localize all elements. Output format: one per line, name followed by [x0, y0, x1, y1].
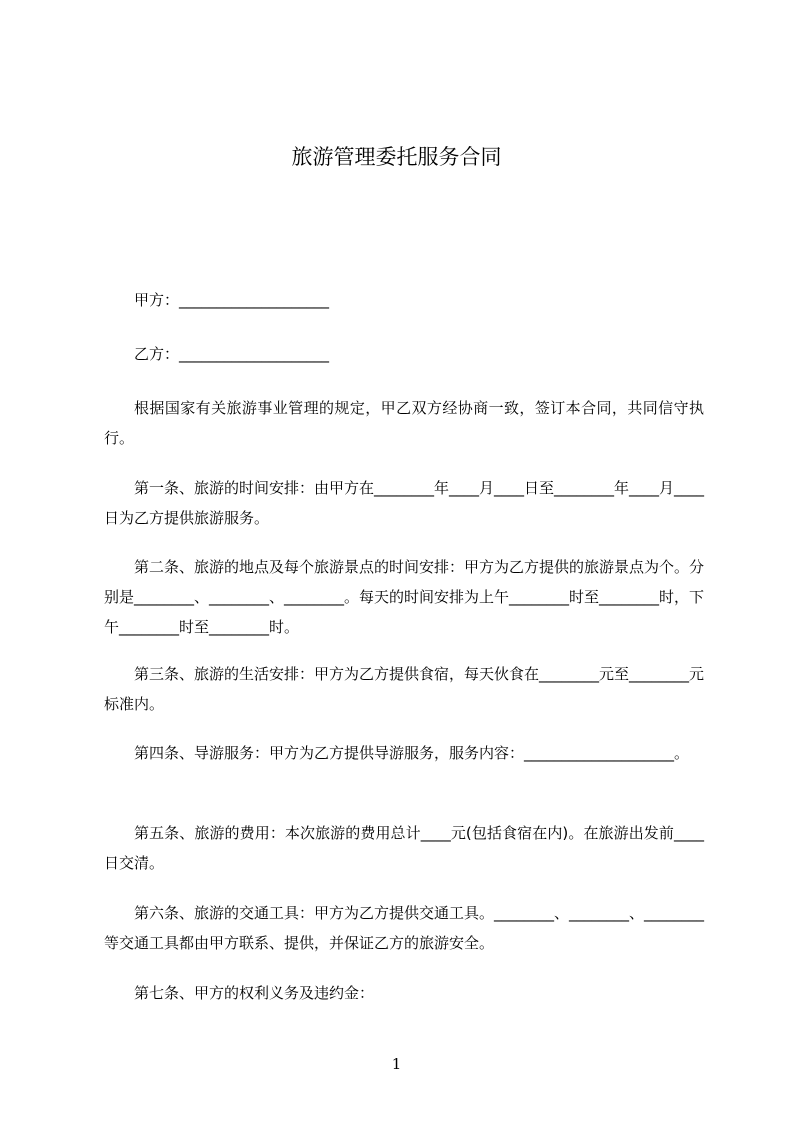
clause-2-paragraph: 第二条、旅游的地点及每个旅游景点的时间安排：甲方为乙方提供的旅游景点为个。分别是________、________、________。每天的时间安排为上午________时至________时，下午________时至________时。	[104, 558, 705, 636]
clause-1-paragraph: 第一条、旅游的时间安排：由甲方在________年____月____日至________年____月____日为乙方提供旅游服务。	[104, 479, 705, 527]
document-title: 旅游管理委托服务合同	[291, 145, 502, 169]
party-b-line: 乙方：____________________	[134, 345, 330, 363]
party-a-line: 甲方：____________________	[134, 291, 330, 309]
clause-6-paragraph: 第六条、旅游的交通工具：甲方为乙方提供交通工具。________、________、________等交通工具都由甲方联系、提供，并保证乙方的旅游安全。	[104, 904, 705, 952]
clause-4-paragraph: 第四条、导游服务：甲方为乙方提供导游服务，服务内容：____________________。	[134, 744, 690, 762]
page-number: 1	[391, 1055, 402, 1073]
clause-7-heading: 第七条、甲方的权利义务及违约金：	[134, 984, 375, 1002]
preamble-paragraph: 根据国家有关旅游事业管理的规定，甲乙双方经协商一致，签订本合同，共同信守执行。	[104, 399, 704, 447]
clause-3-paragraph: 第三条、旅游的生活安排：甲方为乙方提供食宿，每天伙食在________元至________元标准内。	[104, 665, 705, 713]
clause-5-paragraph: 第五条、旅游的费用：本次旅游的费用总计____元(包括食宿在内)。在旅游出发前____日交清。	[104, 824, 704, 872]
